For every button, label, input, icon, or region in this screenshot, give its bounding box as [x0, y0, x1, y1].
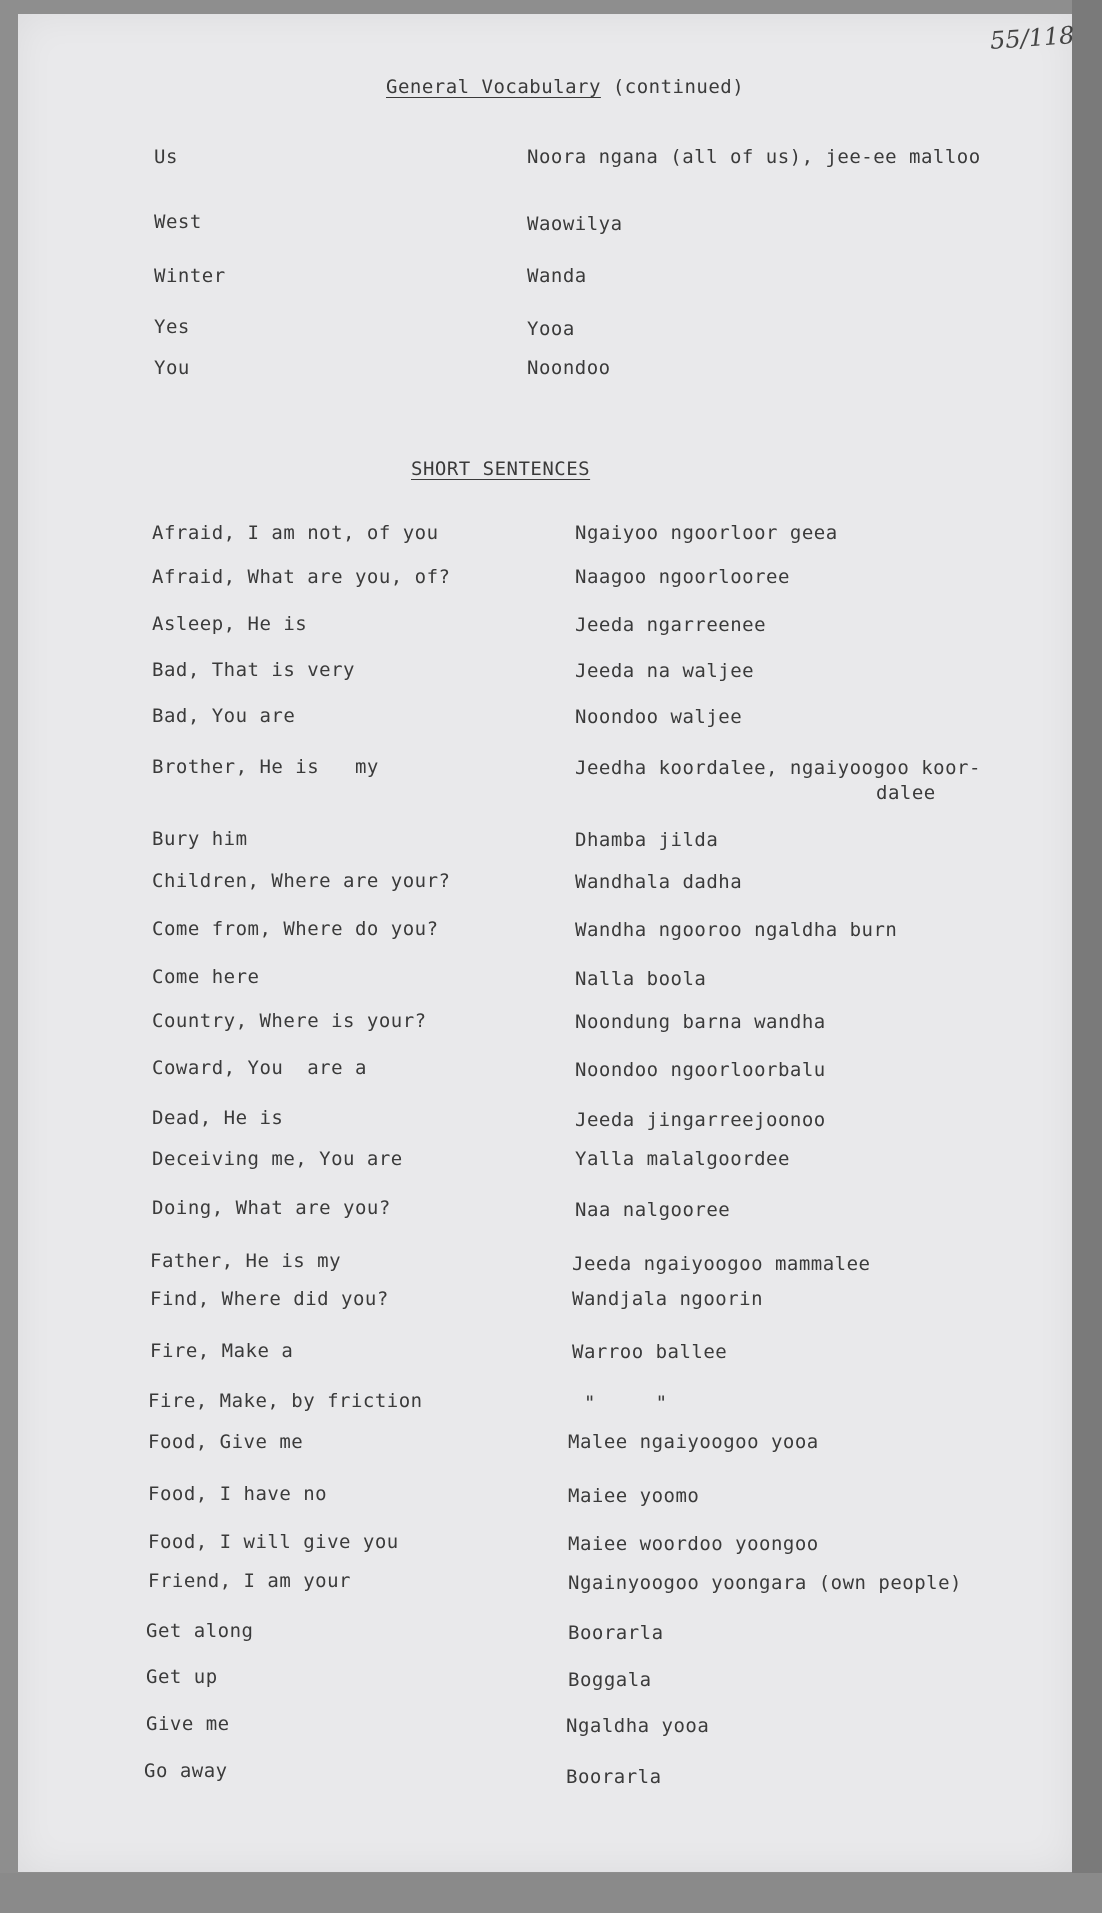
- sentence-native: Noondoo ngoorloorbalu: [575, 1059, 826, 1081]
- sentence-english: Give me: [146, 1713, 230, 1735]
- sentence-english: Food, I have no: [148, 1483, 328, 1505]
- sentence-english: Friend, I am your: [148, 1570, 351, 1592]
- sentence-english: Get along: [146, 1620, 254, 1642]
- sentence-native: Boggala: [568, 1669, 652, 1691]
- vocab-native: Noondoo: [527, 357, 611, 379]
- vocab-native: Waowilya: [527, 213, 623, 235]
- sentence-native: Wandjala ngoorin: [572, 1288, 764, 1310]
- page-number: 55/118: [989, 21, 1076, 55]
- sentence-english: Fire, Make, by friction: [148, 1390, 423, 1412]
- sentence-native: Boorarla: [566, 1766, 662, 1788]
- vocab-native: Yooa: [527, 318, 575, 340]
- sentence-english: Asleep, He is: [152, 613, 308, 635]
- vocab-heading: [386, 76, 744, 98]
- sentence-native: Ngainyoogoo yoongara (own people): [568, 1572, 962, 1594]
- sentence-native: Jeeda ngaiyoogoo mammalee: [572, 1253, 871, 1275]
- sentence-native: Wandhala dadha: [575, 871, 743, 893]
- sentence-english: Coward, You are a: [152, 1057, 367, 1079]
- sentence-english: Country, Where is your?: [152, 1010, 427, 1032]
- sentence-native: Jeeda na waljee: [575, 660, 755, 682]
- sentence-english: Get up: [146, 1666, 218, 1688]
- sentences-heading: SHORT SENTENCES: [411, 458, 591, 480]
- vocab-english: Winter: [154, 265, 226, 287]
- sentence-native: Noondung barna wandha: [575, 1011, 826, 1033]
- sentence-english: Afraid, I am not, of you: [152, 522, 439, 544]
- sentence-english: Food, I will give you: [148, 1531, 399, 1553]
- sentence-native: Boorarla: [568, 1622, 664, 1644]
- scan-border-right: [1072, 0, 1102, 1913]
- sentence-english: Deceiving me, You are: [152, 1148, 403, 1170]
- vocab-english: You: [154, 357, 190, 379]
- sentence-native: Jeedha koordalee, ngaiyoogoo koor-: [575, 757, 981, 779]
- sentence-english: Doing, What are you?: [152, 1197, 391, 1219]
- vocab-native: Noora ngana (all of us), jee-ee malloo: [527, 146, 981, 168]
- sentence-english: Dead, He is: [152, 1107, 284, 1129]
- sentence-native: Maiee yoomo: [568, 1485, 700, 1507]
- sentence-english: Fire, Make a: [150, 1340, 294, 1362]
- sentence-native: Naagoo ngoorlooree: [575, 566, 790, 588]
- sentence-english: Find, Where did you?: [150, 1288, 389, 1310]
- sentence-english: Bury him: [152, 828, 248, 850]
- sentence-native-continuation: dalee: [876, 782, 936, 804]
- sentence-english: Food, Give me: [148, 1431, 304, 1453]
- vocab-heading-title: General Vocabulary: [386, 76, 601, 98]
- sentence-native: Dhamba jilda: [575, 829, 719, 851]
- sentence-native: Yalla malalgoordee: [575, 1148, 790, 1170]
- sentence-native: Naa nalgooree: [575, 1199, 731, 1221]
- sentence-native: Nalla boola: [575, 968, 707, 990]
- sentence-native: Warroo ballee: [572, 1341, 728, 1363]
- vocab-heading-suffix: (continued): [612, 76, 745, 98]
- sentence-english: Father, He is my: [150, 1250, 342, 1272]
- vocab-english: West: [154, 211, 202, 233]
- sentence-english: Bad, You are: [152, 705, 296, 727]
- sentence-native: Ngaiyoo ngoorloor geea: [575, 522, 838, 544]
- scan-border-bottom: [0, 1873, 1102, 1913]
- sentence-english: Bad, That is very: [152, 659, 355, 681]
- sentence-native: Maiee woordoo yoongoo: [568, 1533, 819, 1555]
- sentence-english: Afraid, What are you, of?: [152, 566, 451, 588]
- sentence-english: Come here: [152, 966, 260, 988]
- vocab-english: Yes: [154, 316, 190, 338]
- sentence-native: Malee ngaiyoogoo yooa: [568, 1431, 819, 1453]
- sentence-native: Jeeda ngarreenee: [575, 614, 767, 636]
- sentence-native: Ngaldha yooa: [566, 1715, 710, 1737]
- vocab-native: Wanda: [527, 265, 587, 287]
- sentence-english: Go away: [144, 1760, 228, 1782]
- vocab-english: Us: [154, 146, 178, 168]
- sentence-english: Children, Where are your?: [152, 870, 451, 892]
- sentence-native: Jeeda jingarreejoonoo: [575, 1109, 826, 1131]
- sentence-english: Brother, He is my: [152, 756, 379, 778]
- sentence-native: Wandha ngooroo ngaldha burn: [575, 919, 898, 941]
- sentence-native: " ": [572, 1392, 668, 1414]
- sentence-english: Come from, Where do you?: [152, 918, 439, 940]
- sentence-native: Noondoo waljee: [575, 706, 743, 728]
